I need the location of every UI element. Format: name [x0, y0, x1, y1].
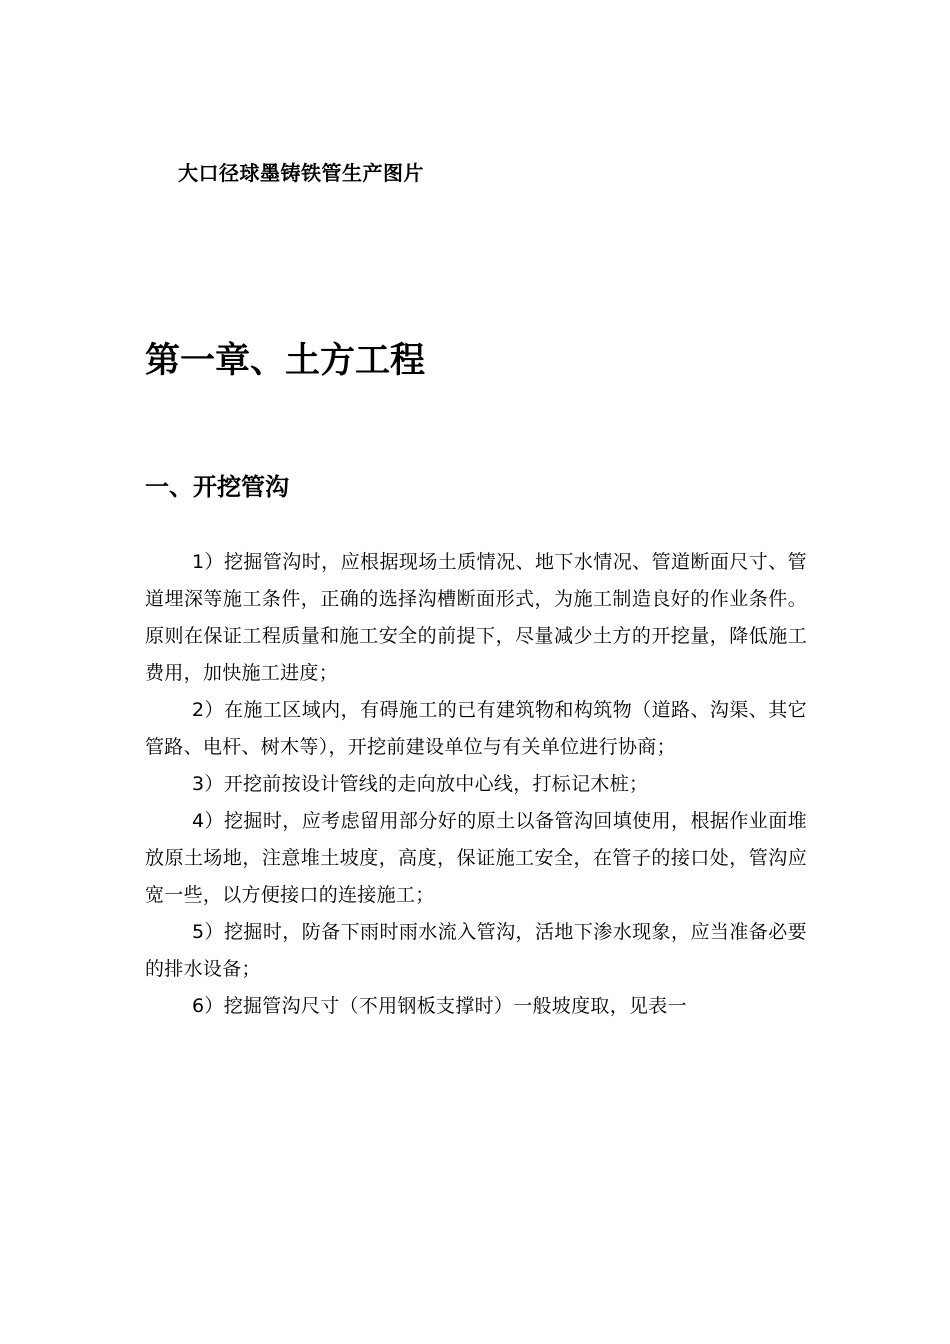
section-title: 一、开挖管沟 [145, 473, 289, 501]
chapter-title: 第一章、土方工程 [145, 341, 426, 381]
paragraph: 3）开挖前按设计管线的走向放中心线，打标记木桩； [192, 773, 649, 795]
paragraph: 2）在施工区域内，有碍施工的已有建筑物和构筑物（道路、沟渠、其它管路、电杆、树木等），开挖前建设单位与有关单位进行协商； [145, 699, 807, 758]
paragraph: 6）挖掘管沟尺寸（不用钢板支撑时）一般坡度取，见表一 [192, 995, 687, 1017]
paragraph: 5）挖掘时，防备下雨时雨水流入管沟，活地下渗水现象，应当准备必要的排水设备； [145, 921, 807, 980]
image-caption: 大口径球墨铸铁管生产图片 [178, 161, 424, 185]
body-text [145, 544, 807, 1025]
paragraph: 1）挖掘管沟时，应根据现场土质情况、地下水情况、管道断面尺寸、管道埋深等施工条件，正确的选择沟槽断面形式，为施工制造良好的作业条件。原则在保证工程质量和施工安全的前提下，尽量减少土方的开挖量，降低施工费用，加快施工进度； [145, 551, 807, 684]
paragraph: 4）挖掘时，应考虑留用部分好的原土以备管沟回填使用，根据作业面堆放原土场地，注意堆土坡度，高度，保证施工安全，在管子的接口处，管沟应宽一些，以方便接口的连接施工； [145, 810, 807, 906]
